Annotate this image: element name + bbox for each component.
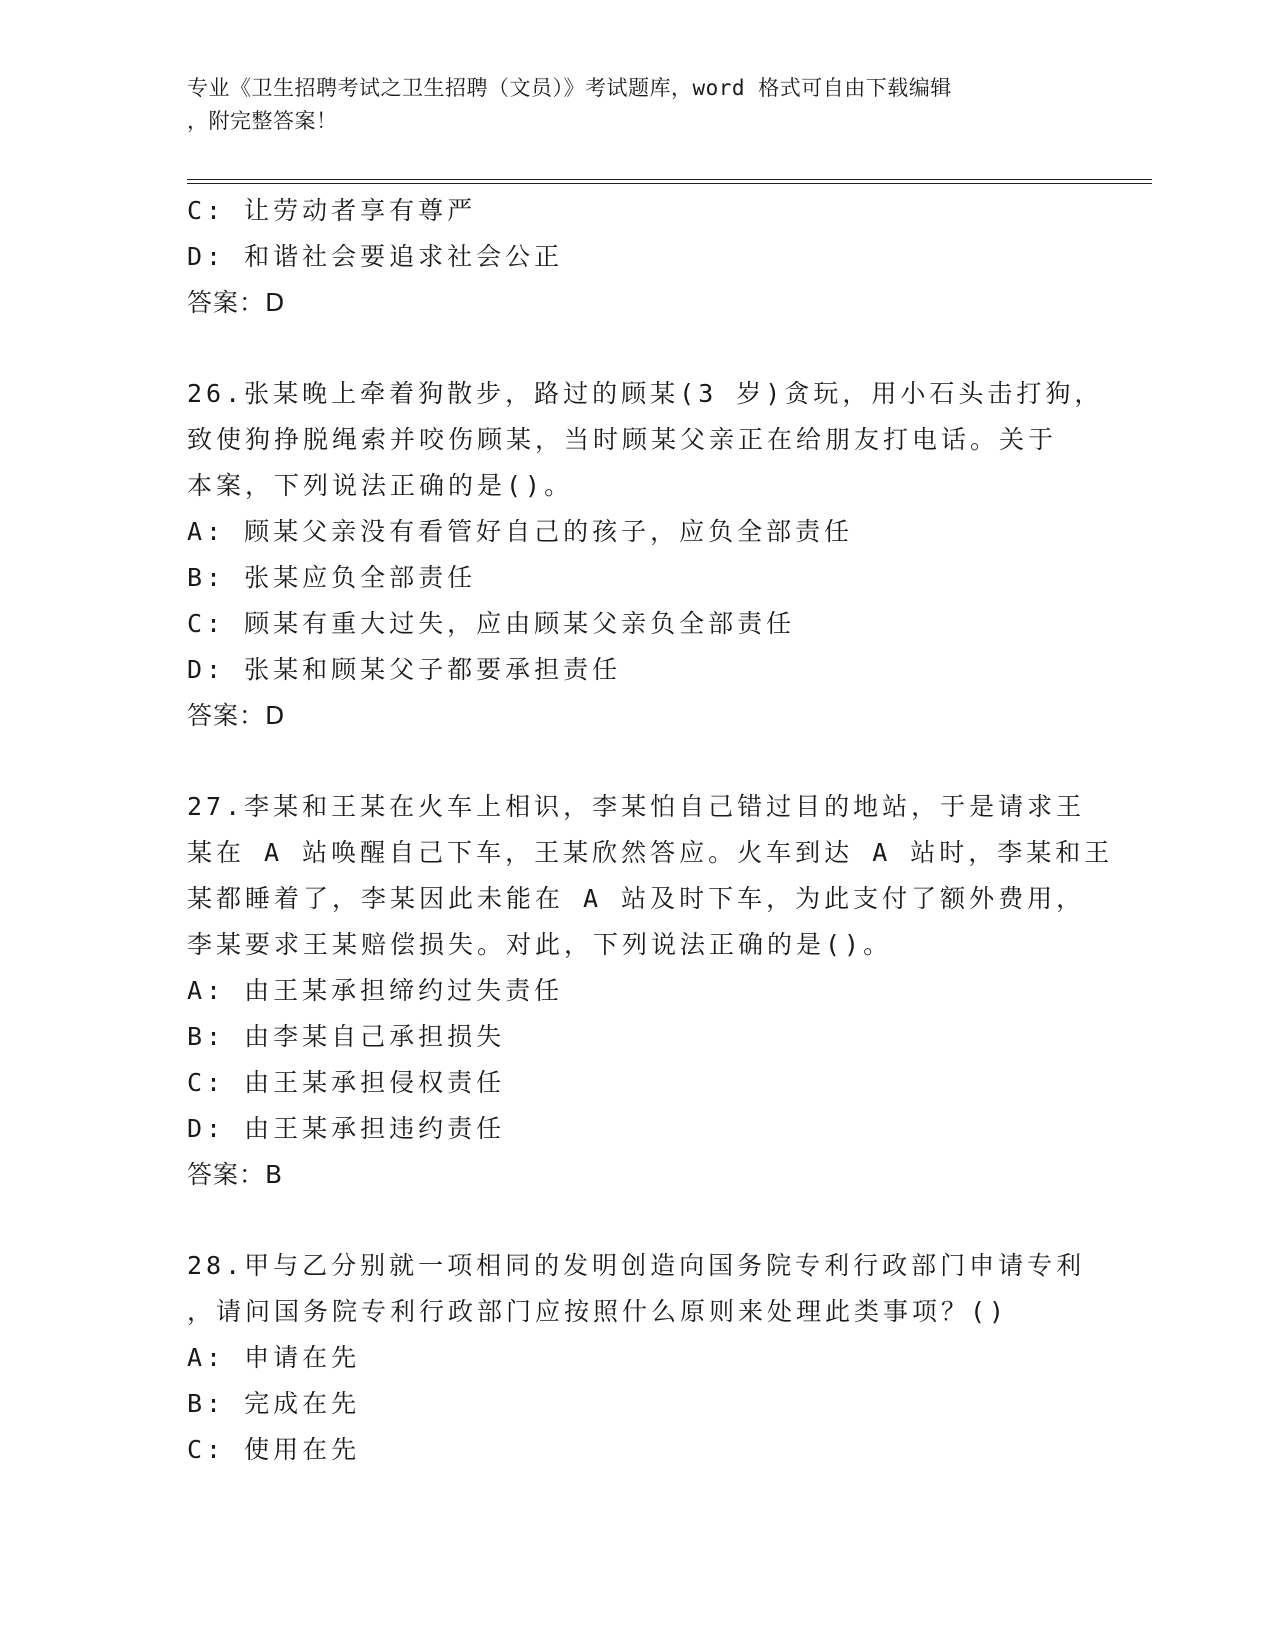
document-header: [187, 72, 1067, 138]
q28-option-a: A: 申请在先: [187, 1343, 361, 1372]
q26-stem-line-2: 致使狗挣脱绳索并咬伤顾某，当时顾某父亲正在给朋友打电话。关于: [187, 425, 1058, 454]
q26-option-c: C: 顾某有重大过失，应由顾某父亲负全部责任: [187, 609, 796, 638]
q26-answer: 答案：D: [187, 701, 286, 730]
q28-option-b: B: 完成在先: [187, 1389, 361, 1418]
q26-stem-line-1: 26.张某晚上牵着狗散步，路过的顾某(3 岁)贪玩，用小石头击打狗，: [187, 379, 1104, 408]
q27-option-b: B: 由李某自己承担损失: [187, 1022, 506, 1051]
question-content: [187, 188, 1114, 1473]
q26-stem-line-3: 本案，下列说法正确的是()。: [187, 471, 574, 500]
q28-stem-line-1: 28.甲与乙分别就一项相同的发明创造向国务院专利行政部门申请专利: [187, 1251, 1086, 1280]
q27-answer: 答案：B: [187, 1160, 284, 1189]
spacer: [187, 739, 1087, 784]
q27-stem-line-3: 某都睡着了，李某因此未能在 A 站及时下车，为此支付了额外费用，: [187, 884, 1086, 913]
q26-option-b: B: 张某应负全部责任: [187, 563, 477, 592]
question-28: [187, 1243, 1087, 1473]
header-divider-bottom: [187, 183, 1152, 184]
prev-option-c: C: 让劳动者享有尊严: [187, 196, 477, 225]
q27-option-a: A: 由王某承担缔约过失责任: [187, 976, 564, 1005]
q27-option-c: C: 由王某承担侵权责任: [187, 1068, 506, 1097]
q27-option-d: D: 由王某承担违约责任: [187, 1114, 506, 1143]
header-line-2: ，附完整答案！: [187, 109, 338, 133]
q26-option-d: D: 张某和顾某父子都要承担责任: [187, 655, 622, 684]
q27-stem-line-1: 27.李某和王某在火车上相识，李某怕自己错过目的地站，于是请求王: [187, 792, 1086, 821]
prev-option-d: D: 和谐社会要追求社会公正: [187, 242, 564, 271]
spacer: [187, 326, 1087, 371]
q28-option-c: C: 使用在先: [187, 1435, 361, 1464]
prev-answer: 答案：D: [187, 288, 286, 317]
q27-stem-line-2: 某在 A 站唤醒自己下车，王某欣然答应。火车到达 A 站时，李某和王: [187, 838, 1114, 867]
q26-option-a: A: 顾某父亲没有看管好自己的孩子，应负全部责任: [187, 517, 854, 546]
header-divider-top: [187, 179, 1152, 180]
header-line-1: 专业《卫生招聘考试之卫生招聘（文员）》考试题库，word 格式可自由下载编辑: [187, 76, 952, 100]
question-27: [187, 784, 1114, 1198]
q27-stem-line-4: 李某要求王某赔偿损失。对此，下列说法正确的是()。: [187, 930, 893, 959]
question-26: [187, 371, 1104, 739]
q28-stem-line-2: ，请问国务院专利行政部门应按照什么原则来处理此类事项？(): [187, 1297, 1009, 1326]
spacer: [187, 1198, 1087, 1243]
